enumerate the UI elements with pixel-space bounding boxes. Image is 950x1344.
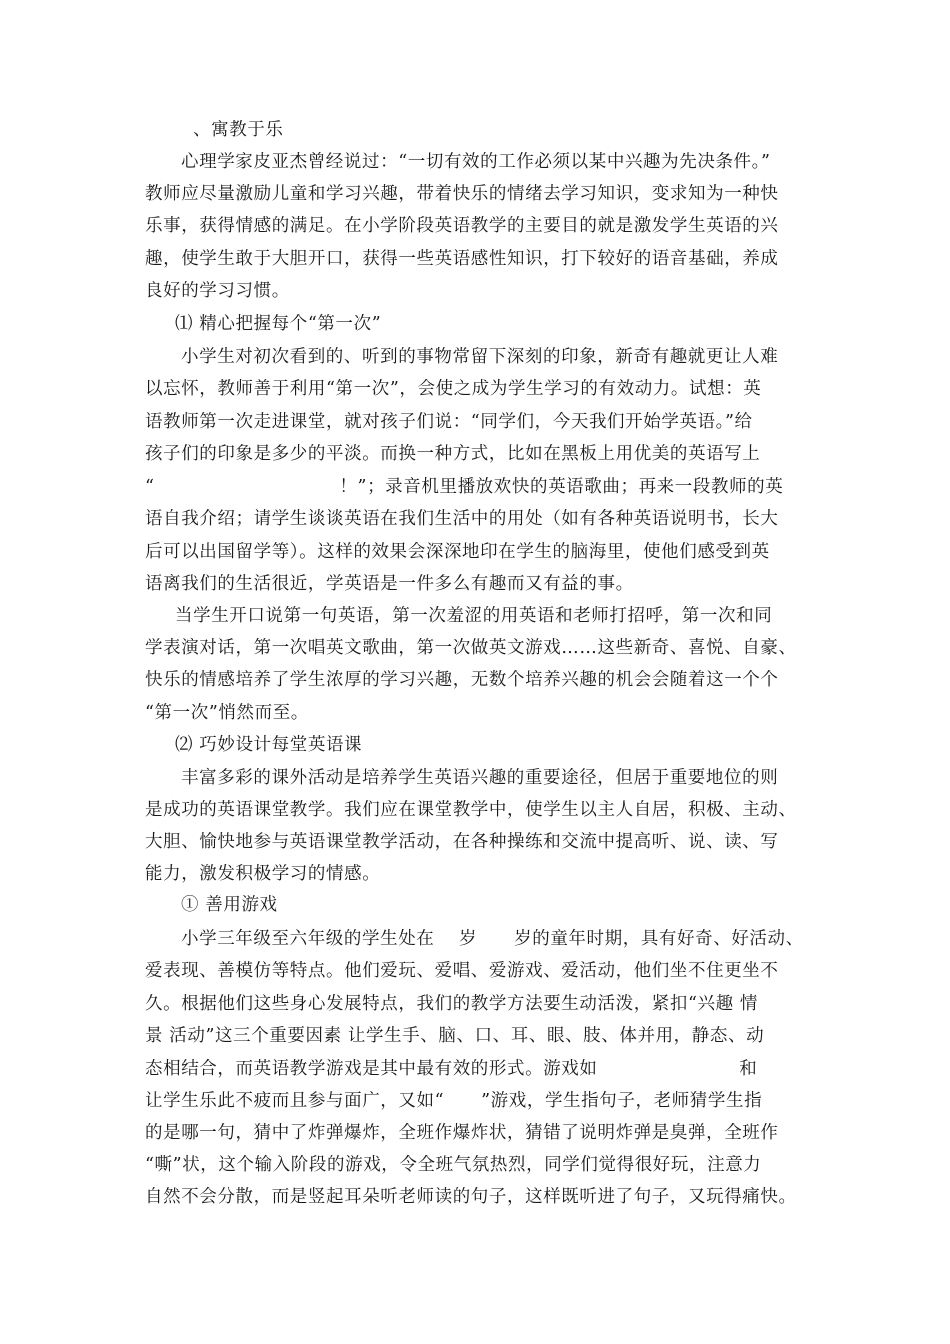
paragraph-line: 教师应尽量激励儿童和学习兴趣，带着快乐的情绪去学习知识，变求知为一种快: [145, 184, 779, 204]
paragraph-line: 当学生开口说第一句英语，第一次羞涩的用英语和老师打招呼，第一次和同: [175, 606, 773, 626]
subsection-heading: ⑵ 巧妙设计每堂英语课: [175, 735, 363, 755]
paragraph-line: 语教师第一次走进课堂，就对孩子们说：“同学们，今天我们开始学英语。”给: [145, 412, 753, 432]
paragraph-line: “ ！”；录音机里播放欢快的英语歌曲；再来一段教师的英: [145, 477, 784, 497]
paragraph-line: “嘶”状，这个输入阶段的游戏，令全班气氛热烈，同学们觉得很好玩，注意力: [145, 1155, 762, 1175]
paragraph-line: 乐事，获得情感的满足。在小学阶段英语教学的主要目的就是激发学生英语的兴: [145, 216, 779, 236]
paragraph-line: 爱表现、善模仿等特点。他们爱玩、爱唱、爱游戏、爱活动，他们坐不住更坐不: [145, 961, 779, 981]
paragraph-line: 大胆、愉快地参与英语课堂教学活动，在各种操练和交流中提高听、说、读、写: [145, 832, 779, 852]
paragraph-line: 让学生乐此不疲而且参与面广，又如“ ”游戏，学生指句子，老师猜学生指: [145, 1091, 763, 1111]
section-heading: 、寓教于乐: [193, 120, 284, 140]
paragraph-line: 孩子们的印象是多少的平淡。而换一种方式，比如在黑板上用优美的英语写上: [145, 444, 761, 464]
paragraph-line: 趣，使学生敢于大胆开口，获得一些英语感性知识，打下较好的语音基础，养成: [145, 249, 779, 269]
paragraph-line: 小学三年级至六年级的学生处在 岁 岁的童年时期，具有好奇、好活动、: [181, 929, 804, 949]
subsection-heading: ⑴ 精心把握每个“第一次”: [175, 314, 382, 334]
paragraph-line: 自然不会分散，而是竖起耳朵听老师读的句子，这样既听进了句子，又玩得痛快。: [145, 1187, 797, 1207]
paragraph-line: 小学生对初次看到的、听到的事物常留下深刻的印象，新奇有趣就更让人难: [181, 347, 779, 367]
paragraph-line: 良好的学习习惯。: [145, 281, 290, 301]
subsection-heading: ① 善用游戏: [181, 895, 278, 915]
paragraph-line: 的是哪一句，猜中了炸弹爆炸，全班作爆炸状，猜错了说明炸弹是臭弹，全班作: [145, 1123, 779, 1143]
paragraph-line: 语离我们的生活很近，学英语是一件多么有趣而又有益的事。: [145, 574, 634, 594]
paragraph-line: 态相结合，而英语教学游戏是其中最有效的形式。游戏如 和: [145, 1059, 758, 1079]
paragraph-line: 心理学家皮亚杰曾经说过：“一切有效的工作必须以某中兴趣为先决条件。”: [181, 152, 771, 172]
paragraph-line: 学表演对话，第一次唱英文歌曲，第一次做英文游戏……这些新奇、喜悦、自豪、: [145, 638, 797, 658]
paragraph-line: 后可以出国留学等）。这样的效果会深深地印在学生的脑海里，使他们感受到英: [145, 542, 770, 562]
paragraph-line: 能力，激发积极学习的情感。: [145, 864, 381, 884]
paragraph-line: 快乐的情感培养了学生浓厚的学习兴趣，无数个培养兴趣的机会会随着这一个个: [145, 670, 779, 690]
paragraph-line: 景 活动”这三个重要因素 让学生手、脑、口、耳、眼、肢、体并用，静态、动: [145, 1026, 765, 1046]
paragraph-line: 久。根据他们这些身心发展特点，我们的教学方法要生动活泼，紧扣“兴趣 情: [145, 994, 759, 1014]
paragraph-line: 丰富多彩的课外活动是培养学生英语兴趣的重要途径，但居于重要地位的则: [181, 768, 779, 788]
paragraph-line: 是成功的英语课堂教学。我们应在课堂教学中，使学生以主人自居，积极、主动、: [145, 800, 797, 820]
paragraph-line: 语自我介绍；请学生谈谈英语在我们生活中的用处（如有各种英语说明书，长大: [145, 509, 779, 529]
paragraph-line: “第一次”悄然而至。: [145, 703, 309, 723]
paragraph-line: 以忘怀，教师善于利用“第一次”，会使之成为学生学习的有效动力。试想：英: [145, 379, 762, 399]
